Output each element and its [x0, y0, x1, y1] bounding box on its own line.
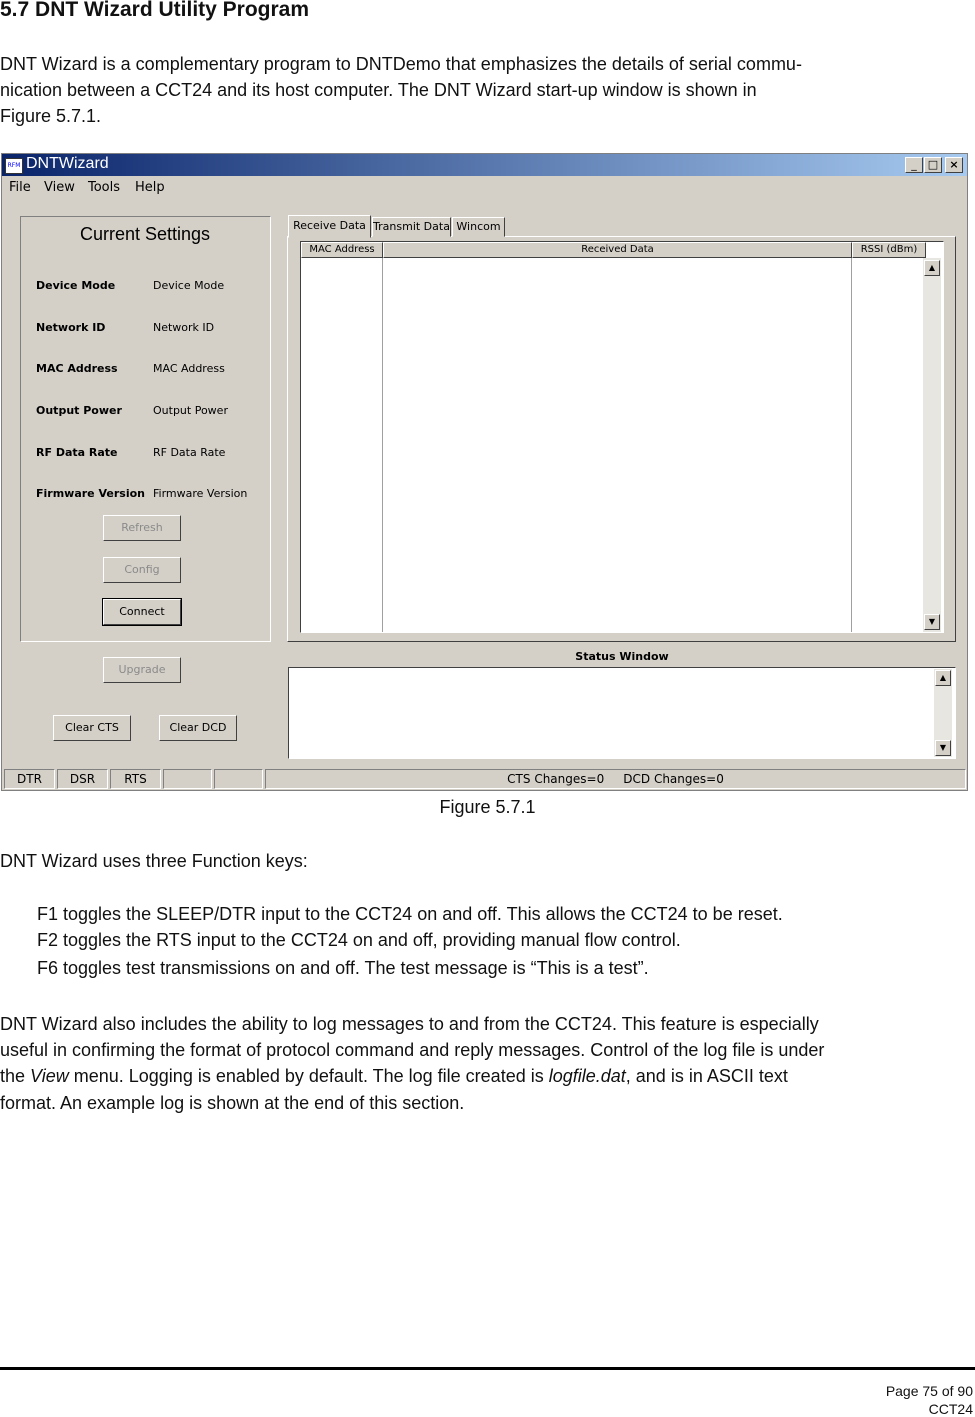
maximize-icon[interactable]: □	[924, 157, 942, 173]
vertical-scrollbar[interactable]	[923, 258, 941, 632]
dntwizard-window	[1, 153, 968, 791]
view-menu-ref: View	[30, 1066, 69, 1086]
tab-wincom[interactable]: Wincom	[452, 217, 505, 237]
clear-cts-button[interactable]: Clear CTS	[53, 715, 131, 741]
menu-file[interactable]: File	[9, 180, 31, 195]
scroll-down-icon[interactable]: ▼	[935, 740, 951, 756]
status-empty-1	[163, 769, 212, 789]
firmware-version-label: Firmware Version	[36, 487, 145, 500]
logging-line-3-a: the	[0, 1066, 31, 1086]
connect-button[interactable]: Connect	[103, 599, 181, 625]
mac-address-value: MAC Address	[153, 362, 225, 375]
upgrade-button[interactable]: Upgrade	[103, 657, 181, 683]
product-name: CCT24	[928, 1401, 973, 1417]
fkey-f1: F1 toggles the SLEEP/DTR input to the CCT24 on and off. This allows the CCT24 to be reset.	[37, 904, 783, 924]
status-window-box	[288, 667, 956, 759]
footer-divider	[0, 1367, 975, 1370]
config-button[interactable]: Config	[103, 557, 181, 583]
logging-line-1: DNT Wizard also includes the ability to log messages to and from the CCT24. This feature is especially	[0, 1014, 819, 1034]
window-title: DNTWizard	[26, 155, 109, 172]
current-settings-title: Current Settings	[79, 224, 211, 244]
status-dtr: DTR	[4, 769, 55, 789]
logging-line-2: useful in confirming the format of protocol command and reply messages. Control of the log file is under	[0, 1040, 825, 1060]
status-window-title: Status Window	[575, 650, 669, 663]
output-power-value: Output Power	[153, 404, 228, 417]
section-heading: 5.7 DNT Wizard Utility Program	[0, 0, 310, 21]
intro-line-3: Figure 5.7.1.	[0, 106, 102, 126]
col-rssi[interactable]: RSSI (dBm)	[852, 242, 926, 258]
minimize-icon[interactable]: _	[905, 157, 923, 173]
menu-view[interactable]: View	[44, 180, 75, 195]
col-divider	[851, 258, 852, 632]
mac-address-label: MAC Address	[36, 362, 118, 375]
menu-help[interactable]: Help	[135, 180, 165, 195]
scroll-down-icon[interactable]: ▼	[924, 614, 940, 630]
device-mode-label: Device Mode	[36, 279, 116, 292]
status-scrollbar[interactable]	[934, 669, 952, 757]
rf-data-rate-label: RF Data Rate	[36, 446, 118, 459]
status-dsr: DSR	[57, 769, 108, 789]
refresh-button[interactable]: Refresh	[103, 515, 181, 541]
logging-line-3-c: , and is in ASCII text	[625, 1066, 788, 1086]
status-empty-2	[214, 769, 263, 789]
close-icon[interactable]: ×	[945, 157, 963, 173]
logfile-name: logfile.dat	[548, 1066, 626, 1086]
col-mac-address[interactable]: MAC Address	[301, 242, 383, 258]
fkey-f6: F6 toggles test transmissions on and off. The test message is “This is a test”.	[37, 958, 649, 978]
firmware-version-value: Firmware Version	[153, 487, 248, 500]
clear-dcd-button[interactable]: Clear DCD	[159, 715, 237, 741]
status-change-counts: CTS Changes=0 DCD Changes=0	[265, 769, 966, 789]
figure-caption: Figure 5.7.1	[439, 797, 536, 817]
tab-receive-data[interactable]: Receive Data	[288, 215, 371, 238]
scroll-up-icon[interactable]: ▲	[924, 260, 940, 276]
intro-line-1: DNT Wizard is a complementary program to DNTDemo that emphasizes the details of serial commu-	[0, 54, 802, 74]
logging-line-3	[0, 1063, 788, 1089]
network-id-value: Network ID	[153, 321, 215, 334]
output-power-label: Output Power	[36, 404, 122, 417]
title-bar	[2, 154, 967, 176]
app-icon: RFM	[5, 158, 23, 174]
menu-bar	[2, 177, 967, 197]
fkeys-intro: DNT Wizard uses three Function keys:	[0, 851, 308, 871]
menu-tools[interactable]: Tools	[88, 180, 121, 195]
logging-line-4: format. An example log is shown at the end of this section.	[0, 1093, 465, 1113]
scroll-up-icon[interactable]: ▲	[935, 670, 951, 686]
network-id-label: Network ID	[36, 321, 106, 334]
received-data-list	[300, 241, 944, 633]
page-number: Page 75 of 90	[885, 1383, 973, 1399]
status-rts: RTS	[110, 769, 161, 789]
logging-line-3-b: menu. Logging is enabled by default. The log file created is	[68, 1066, 549, 1086]
rf-data-rate-value: RF Data Rate	[153, 446, 226, 459]
device-mode-value: Device Mode	[153, 279, 225, 292]
intro-line-2: nication between a CCT24 and its host computer. The DNT Wizard start-up window is shown in	[0, 80, 757, 100]
col-divider	[382, 258, 383, 632]
col-received-data[interactable]: Received Data	[383, 242, 852, 258]
fkey-f2: F2 toggles the RTS input to the CCT24 on and off, providing manual flow control.	[37, 930, 681, 950]
tab-transmit-data[interactable]: Transmit Data	[372, 217, 451, 237]
